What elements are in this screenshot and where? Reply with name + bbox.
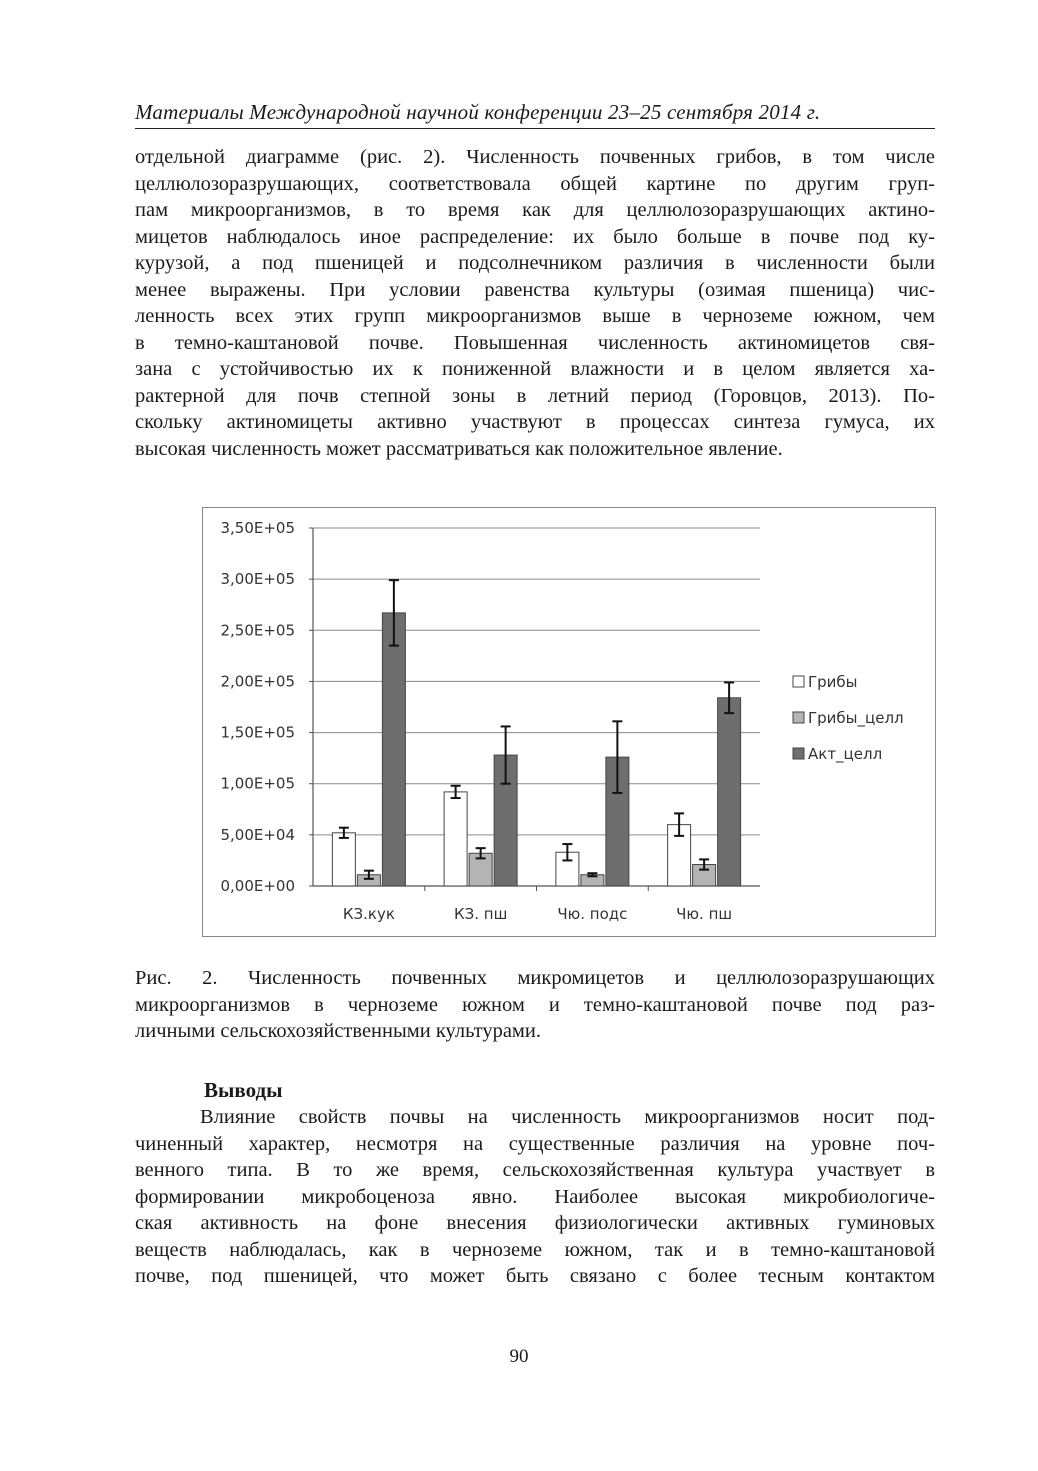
legend-swatch	[793, 712, 804, 723]
legend-label: Грибы	[808, 673, 858, 691]
caption-line: личными сельскохозяйственными культурами.	[135, 1020, 541, 1042]
page-number: 90	[509, 1346, 529, 1367]
text-line: веществ наблюдалась, как в черноземе южном, так и в темно-каштановой	[135, 1238, 935, 1261]
y-tick-label: 2,50E+05	[220, 621, 295, 640]
y-tick-label: 5,00E+04	[220, 825, 295, 844]
text-line: ская активность на фоне внесения физиологически активных гуминовых	[135, 1212, 935, 1234]
text-line: отдельной диаграмме (рис. 2). Численность почвенных грибов, в том числе	[135, 146, 935, 168]
legend-label: Грибы_целл	[808, 709, 904, 727]
y-tick-label: 0,00E+00	[220, 877, 295, 895]
text-line: Влияние свойств почвы на численность микроорганизмов носит под-	[200, 1106, 935, 1128]
text-line: менее выражены. При условии равенства культуры (озимая пшеница) чис-	[135, 278, 935, 301]
paragraph-2	[135, 1104, 935, 1290]
caption-line: Рис. 2. Численность почвенных микромицетов и целлюлозоразрушающих	[135, 967, 935, 989]
text-line: венного типа. В то же время, сельскохозяйственная культура участвует в	[135, 1159, 935, 1181]
x-tick-label: КЗ.кук	[342, 905, 395, 923]
section-heading: Выводы	[204, 1078, 283, 1102]
x-tick-label: КЗ. пш	[453, 905, 508, 923]
legend-swatch	[793, 748, 804, 759]
running-header: Материалы Международной научной конференции 23–25 сентября 2014 г.	[135, 100, 935, 129]
text-line: целлюлозоразрушающих, соответствовала общей картине по другим груп-	[135, 172, 935, 195]
text-line: скольку актиномицеты активно участвуют в процессах синтеза гумуса, их	[135, 411, 935, 433]
text-line: ленность всех этих групп микроорганизмов выше в черноземе южном, чем	[135, 305, 935, 327]
x-tick-label: Чю. подс	[557, 905, 628, 923]
y-tick-label: 1,50E+05	[220, 723, 295, 742]
text-line: мицетов наблюдалось иное распределение: их было больше в почве под ку-	[135, 225, 935, 248]
text-line: курузой, а под пшеницей и подсолнечником различия в численности были	[135, 252, 935, 274]
y-tick-label: 2,00E+05	[220, 672, 295, 691]
caption-line: микроорганизмов в черноземе южном и темно-каштановой почве под раз-	[135, 993, 935, 1016]
figure-caption	[135, 965, 935, 1045]
bar-chart	[202, 507, 936, 937]
y-tick-label: 3,50E+05	[220, 519, 295, 537]
legend-swatch	[793, 676, 804, 687]
paragraph-1	[135, 144, 935, 462]
x-tick-label: Чю. пш	[676, 905, 733, 923]
text-line: в темно-каштановой почве. Повышенная численность актиномицетов свя-	[135, 331, 935, 354]
y-tick-label: 3,00E+05	[220, 570, 295, 589]
text-line: чиненный характер, несмотря на существенные различия на уровне поч-	[135, 1132, 935, 1155]
text-line: пам микроорганизмов, в то время как для целлюлозоразрушающих актино-	[135, 199, 935, 221]
text-line: рактерной для почв степной зоны в летний период (Горовцов, 2013). По-	[135, 384, 935, 407]
bar	[718, 698, 741, 886]
legend-label: Акт_целл	[808, 745, 883, 763]
y-tick-label: 1,00E+05	[220, 774, 295, 793]
text-line: зана с устойчивостью их к пониженной влажности и в целом является ха-	[135, 358, 935, 380]
bar	[382, 613, 405, 886]
text-line: почве, под пшеницей, что может быть связано с более тесным контактом	[135, 1265, 935, 1287]
chart-canvas	[203, 508, 935, 936]
bar	[444, 792, 467, 886]
bar	[332, 833, 355, 886]
text-line: высокая численность может рассматриваться как положительное явление.	[135, 437, 783, 460]
text-line: формировании микробоценоза явно. Наиболее высокая микробиологиче-	[135, 1185, 935, 1208]
